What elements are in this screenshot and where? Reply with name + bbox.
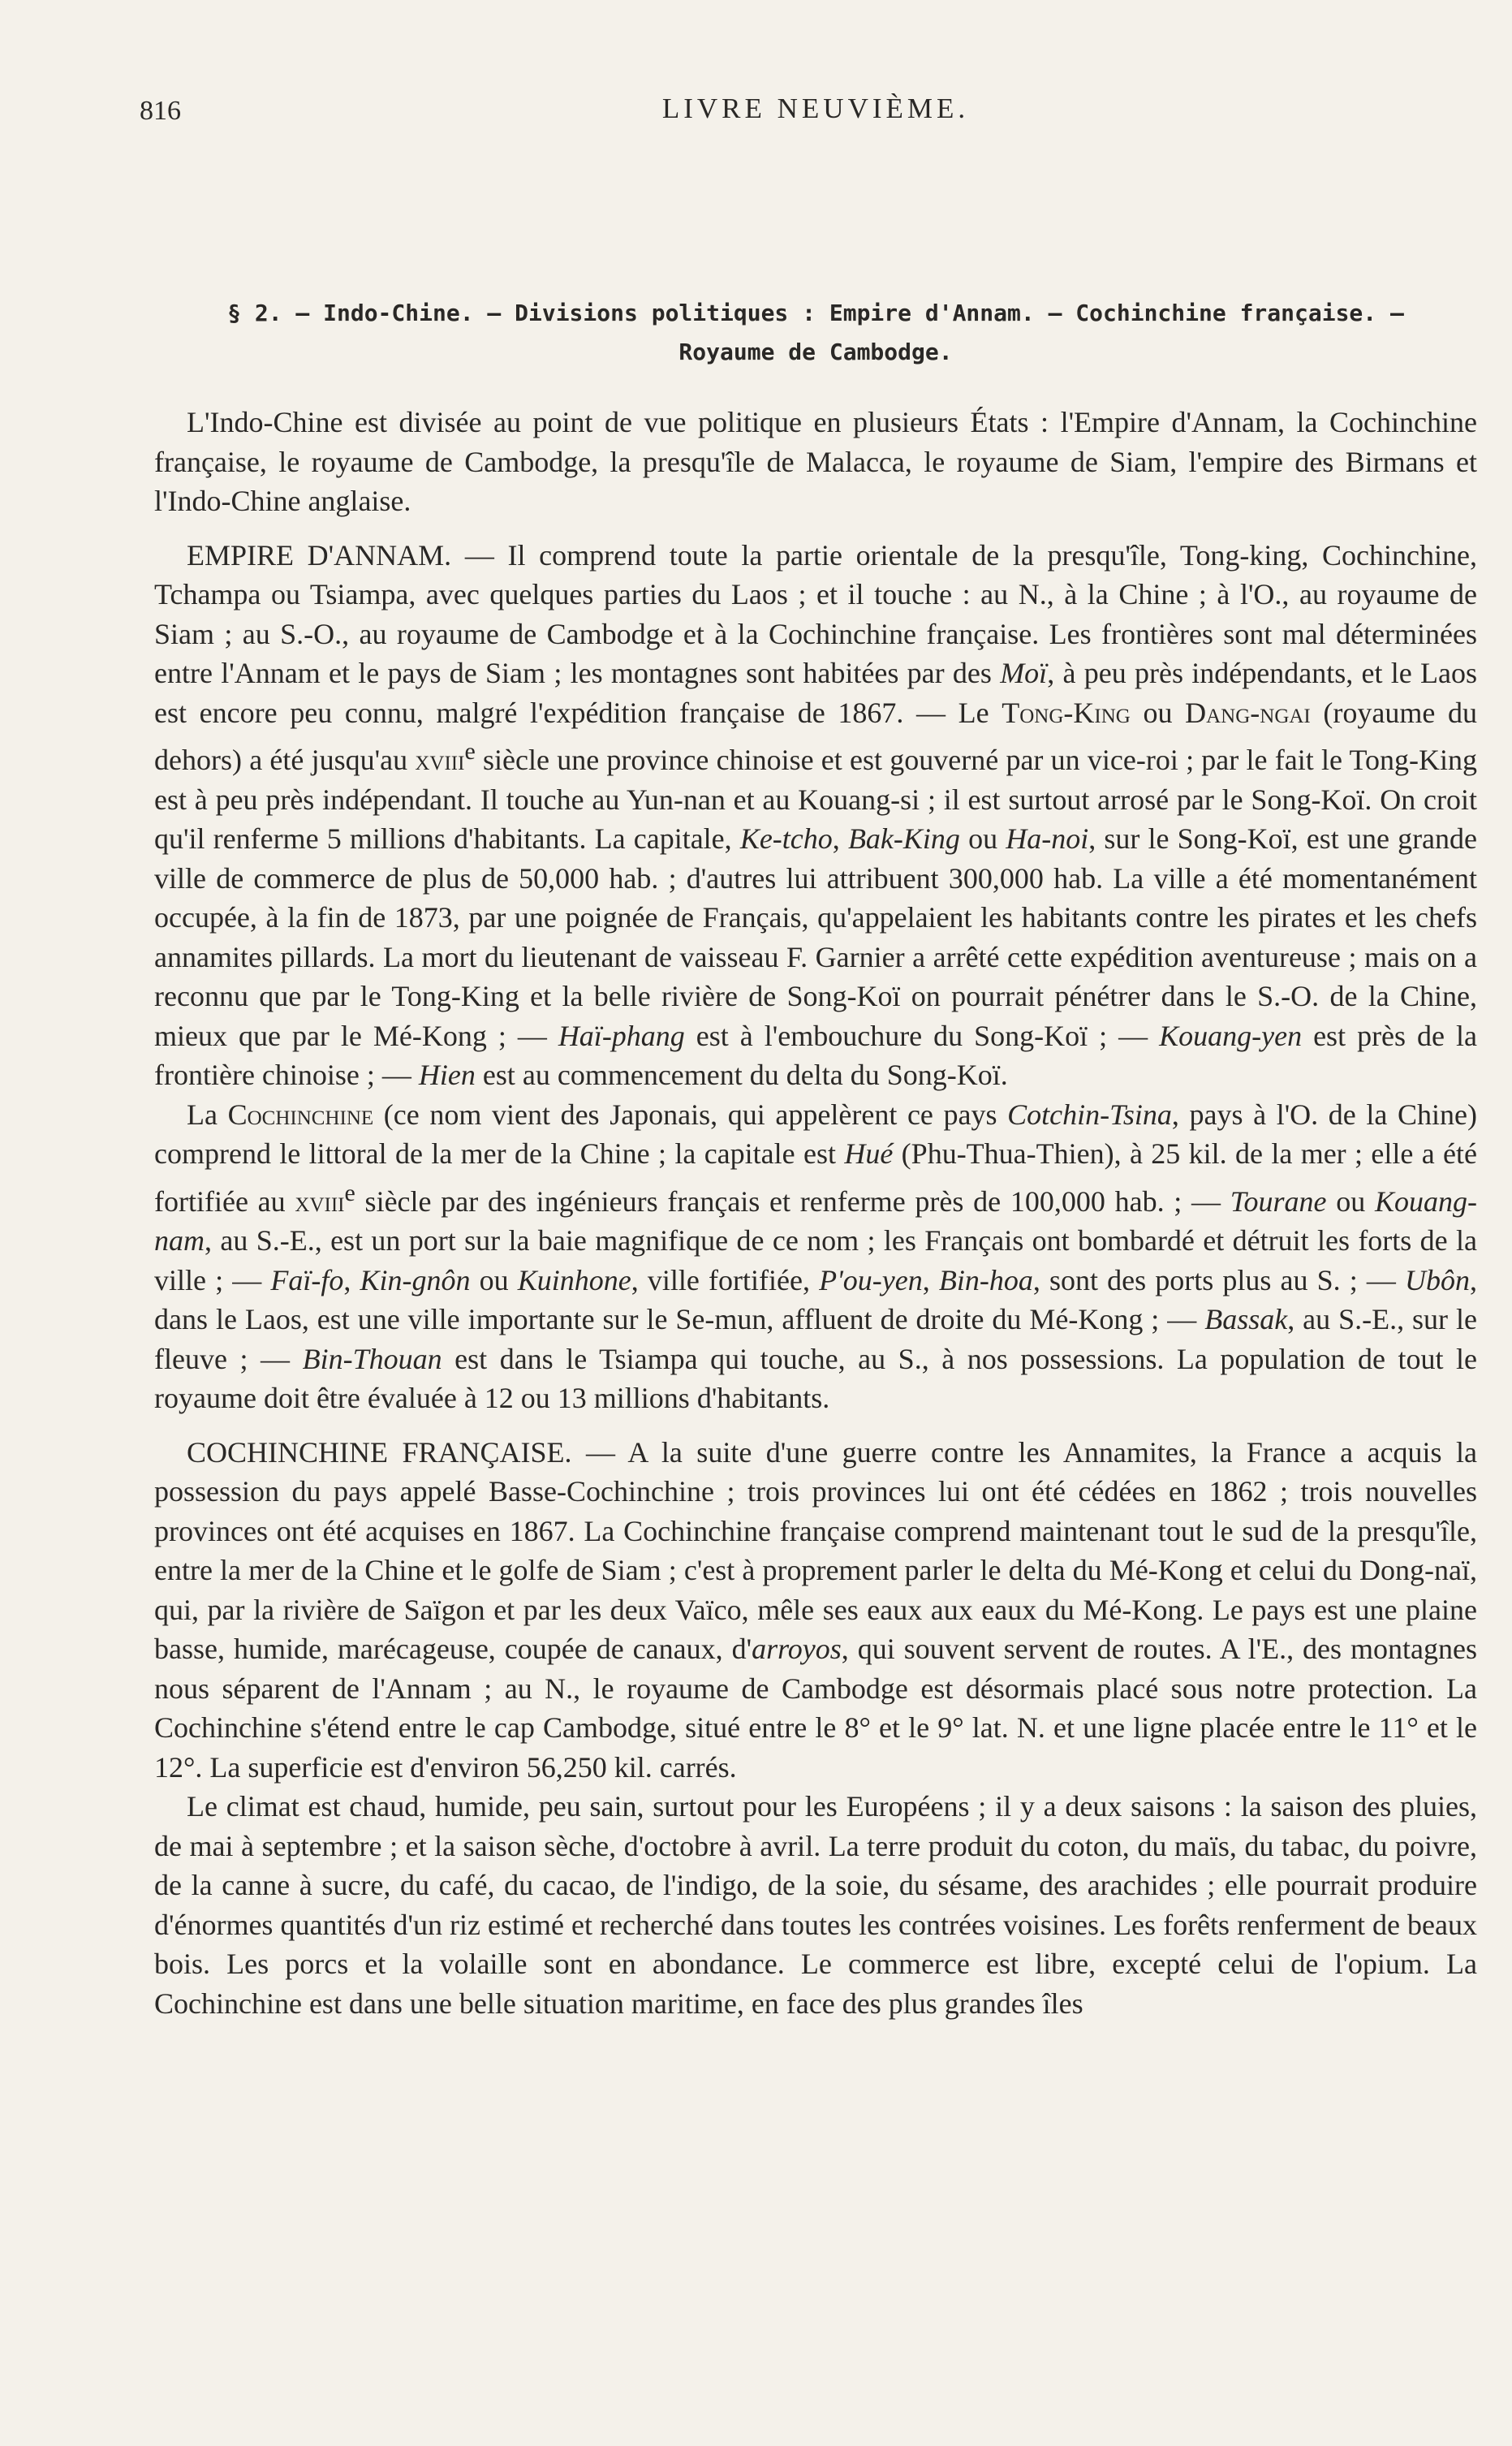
text-run: , au S.-E., sur le fleuve ; — <box>154 1303 1477 1375</box>
term-dang-ngai: Dang-ngai <box>1185 696 1311 729</box>
paragraph-empire-annam <box>154 536 1477 1095</box>
text-run: , dans le Laos, est une ville importante sur le Se-mun, affluent de droite du Mé-Kong ; — <box>154 1263 1478 1335</box>
term-bak-king: Bak-King <box>847 822 960 855</box>
term-ha-noi: Ha-noi <box>1006 822 1089 855</box>
text-run: siècle une province chinoise et est gouverné par un vice-roi ; par le fait le Tong-King est à peu près indépendant. Il touche au Yun-nan et au Kouang-si ; il est surtout arrosé par le Song-Koï. On croit qu'il renferme 5 millions d'habitants. La capitale, <box>154 744 1477 855</box>
text-run: est dans le Tsiampa qui touche, au S., à nos possessions. La population de tout le royaume doit être évaluée à 12 ou 13 millions d'habitants. <box>154 1342 1477 1414</box>
text-run: ou <box>959 822 1006 855</box>
book-title: LIVRE NEUVIÈME. <box>661 93 970 124</box>
text-run: , <box>343 1263 360 1296</box>
text-run: ou <box>470 1263 518 1296</box>
running-head <box>140 89 1477 138</box>
text-run: , à peu près indépendants, et le Laos est encore peu connu, malgré l'expédition française de 1867. — Le <box>154 657 1477 729</box>
term-moi: Moï <box>1000 657 1048 689</box>
century-suffix: e <box>464 738 476 765</box>
text-run: est au commencement du delta du Song-Koï. <box>475 1059 1008 1091</box>
term-tourane: Tourane <box>1230 1184 1327 1218</box>
text-run: , pays à l'O. de la Chine) comprend le littoral de la mer de la Chine ; la capitale est <box>154 1098 1477 1170</box>
term-fai-fo: Faï-fo <box>270 1263 344 1296</box>
text-run: ou <box>1326 1184 1375 1218</box>
term-kouang-yen: Kouang-yen <box>1159 1019 1303 1052</box>
text-run: La <box>187 1098 228 1131</box>
text-run: — Il comprend toute la partie orientale de la presqu'île, Tong-king, Cochinchine, Tchampa ou Tsiampa, avec quelques parties du Laos ; et il touche : au N., à la Chine ; à l'O., au royaume de Siam ; au S.-O., au royaume de Cambodge et à la Cochinchine française. Les frontières sont mal déterminées entre l'Annam et le pays de Siam ; les montagnes sont habitées par des <box>154 538 1477 689</box>
term-pou-yen: P'ou-yen <box>819 1263 923 1296</box>
text-run: , ville fortifiée, <box>631 1263 820 1296</box>
book-page <box>140 89 1478 2023</box>
text-run: siècle par des ingénieurs français et renferme près de 100,000 hab. ; — <box>355 1184 1230 1218</box>
term-bassak: Bassak <box>1204 1303 1288 1335</box>
paragraph-cochinchine <box>154 1095 1477 1418</box>
text-run: — A la suite d'une guerre contre les Annamites, la France a acquis la possession du pays appelé Basse-Cochinchine ; trois provinces lui ont été cédées en 1862 ; trois nouvelles provinces ont été acquises en 1867. La Cochinchine française comprend maintenant tout le sud de la presqu'île, entre la mer de la Chine et le golfe de Siam ; c'est à proprement parler le delta du Mé-Kong et celui du Dong-naï, qui, par la rivière de Saïgon et par les deux Vaïco, mêle ses eaux aux eaux du Mé-Kong. Le pays est une plaine basse, humide, marécageuse, coupée de canaux, d' <box>154 1435 1477 1665</box>
text-run: , qui souvent servent de routes. A l'E., des montagnes nous séparent de l'Annam ; au N., le royaume de Cambodge est désormais placé sous notre protection. La Cochinchine s'étend entre le cap Cambodge, situé entre le 8° et le 9° lat. N. et une ligne placée entre le 11° et le 12°. La superficie est d'environ 56,250 kil. carrés. <box>154 1633 1478 1784</box>
century-numeral: xviii <box>295 1184 345 1218</box>
lead-cochinchine-francaise: COCHINCHINE FRANÇAISE. <box>187 1435 572 1469</box>
term-ke-tcho: Ke-tcho <box>739 822 833 855</box>
term-bin-thouan: Bin-Thouan <box>302 1342 442 1375</box>
paragraph-climat: Le climat est chaud, humide, peu sain, surtout pour les Européens ; il y a deux saisons : la saison des pluies, de mai à septembre ; et la saison sèche, d'octobre à avril. La terre produit du coton, du maïs, du tabac, du poivre, de la canne à sucre, du café, du cacao, de l'indigo, de la soie, du sésame, des arachides ; elle pourrait produire d'énormes quantités d'un riz estimé et recherché dans toutes les contrées voisines. Les forêts renferment de beaux bois. Les porcs et la volaille sont en abondance. Le commerce est libre, excepté celui de l'opium. La Cochinchine est dans une belle situation maritime, en face des plus grandes îles <box>154 1790 1477 2020</box>
text-run: , <box>922 1263 939 1296</box>
century-suffix: e <box>344 1179 355 1206</box>
term-cochinchine: Cochinchine <box>227 1098 374 1131</box>
term-cotchin-tsina: Cotchin-Tsina <box>1007 1098 1172 1131</box>
term-kuinhone: Kuinhone <box>517 1263 631 1296</box>
text-run: (ce nom vient des Japonais, qui appelèrent ce pays <box>373 1098 1008 1131</box>
century-numeral: xviii <box>415 744 465 776</box>
term-hue: Hué <box>844 1137 894 1170</box>
text-run: ou <box>1130 696 1186 729</box>
paragraph-cochinchine-francaise <box>154 1433 1477 1788</box>
section-heading-line-2: Royaume de Cambodge. <box>678 339 953 365</box>
text-run: , <box>832 822 848 855</box>
term-tong-king: Tong-King <box>1002 696 1131 729</box>
paragraph-intro: L'Indo-Chine est divisée au point de vue politique en plusieurs États : l'Empire d'Annam, la Cochinchine française, le royaume de Cambodge, la presqu'île de Malacca, le royaume de Siam, l'empire des Birmans et l'Indo-Chine anglaise. <box>154 406 1477 517</box>
text-run: est près de la frontière chinoise ; — <box>154 1019 1477 1091</box>
text-run: , sur le Song-Koï, est une grande ville de commerce de plus de 50,000 hab. ; d'autres lui attribuent 300,000 hab. La ville a été momentanément occupée, à la fin de 1873, par une poignée de Français, qu'appelaient les habitants contre les pirates et les chefs annamites pillards. La mort du lieutenant de vaisseau F. Garnier a arrêté cette expédition aventureuse ; mais on a reconnu que par le Tong-King et la belle rivière de Song-Koï on pourrait pénétrer dans le S.-O. de la Chine, mieux que par le Mé-Kong ; — <box>154 822 1478 1052</box>
term-hien: Hien <box>418 1059 476 1091</box>
text-run: (Phu-Thua-Thien), à 25 kil. de la mer ; elle a été fortifiée au <box>154 1137 1477 1218</box>
term-kin-gnon: Kin-gnôn <box>360 1263 471 1296</box>
section-heading <box>154 294 1477 372</box>
term-kouang-nam: Kouang-nam <box>154 1184 1477 1257</box>
page-number: 816 <box>140 96 181 126</box>
section-heading-line-1: § 2. — Indo-Chine. — Divisions politiques : Empire d'Annam. — Cochinchine française. — <box>227 300 1404 326</box>
term-bin-hoa: Bin-hoa <box>938 1263 1033 1296</box>
term-arroyos: arroyos <box>752 1633 842 1665</box>
text-run: est à l'embouchure du Song-Koï ; — <box>684 1019 1160 1052</box>
term-hai-phang: Haï-phang <box>558 1019 685 1052</box>
body-text <box>154 403 1477 2023</box>
text-run: (royaume du dehors) a été jusqu'au <box>154 696 1477 776</box>
lead-empire-annam: EMPIRE D'ANNAM. <box>187 538 452 572</box>
term-ubon: Ubôn <box>1405 1263 1471 1296</box>
text-run: , sont des ports plus au S. ; — <box>1032 1263 1406 1296</box>
text-run: , au S.-E., est un port sur la baie magnifique de ce nom ; les Français ont bombardé et détruit les forts de la ville ; — <box>154 1224 1477 1296</box>
